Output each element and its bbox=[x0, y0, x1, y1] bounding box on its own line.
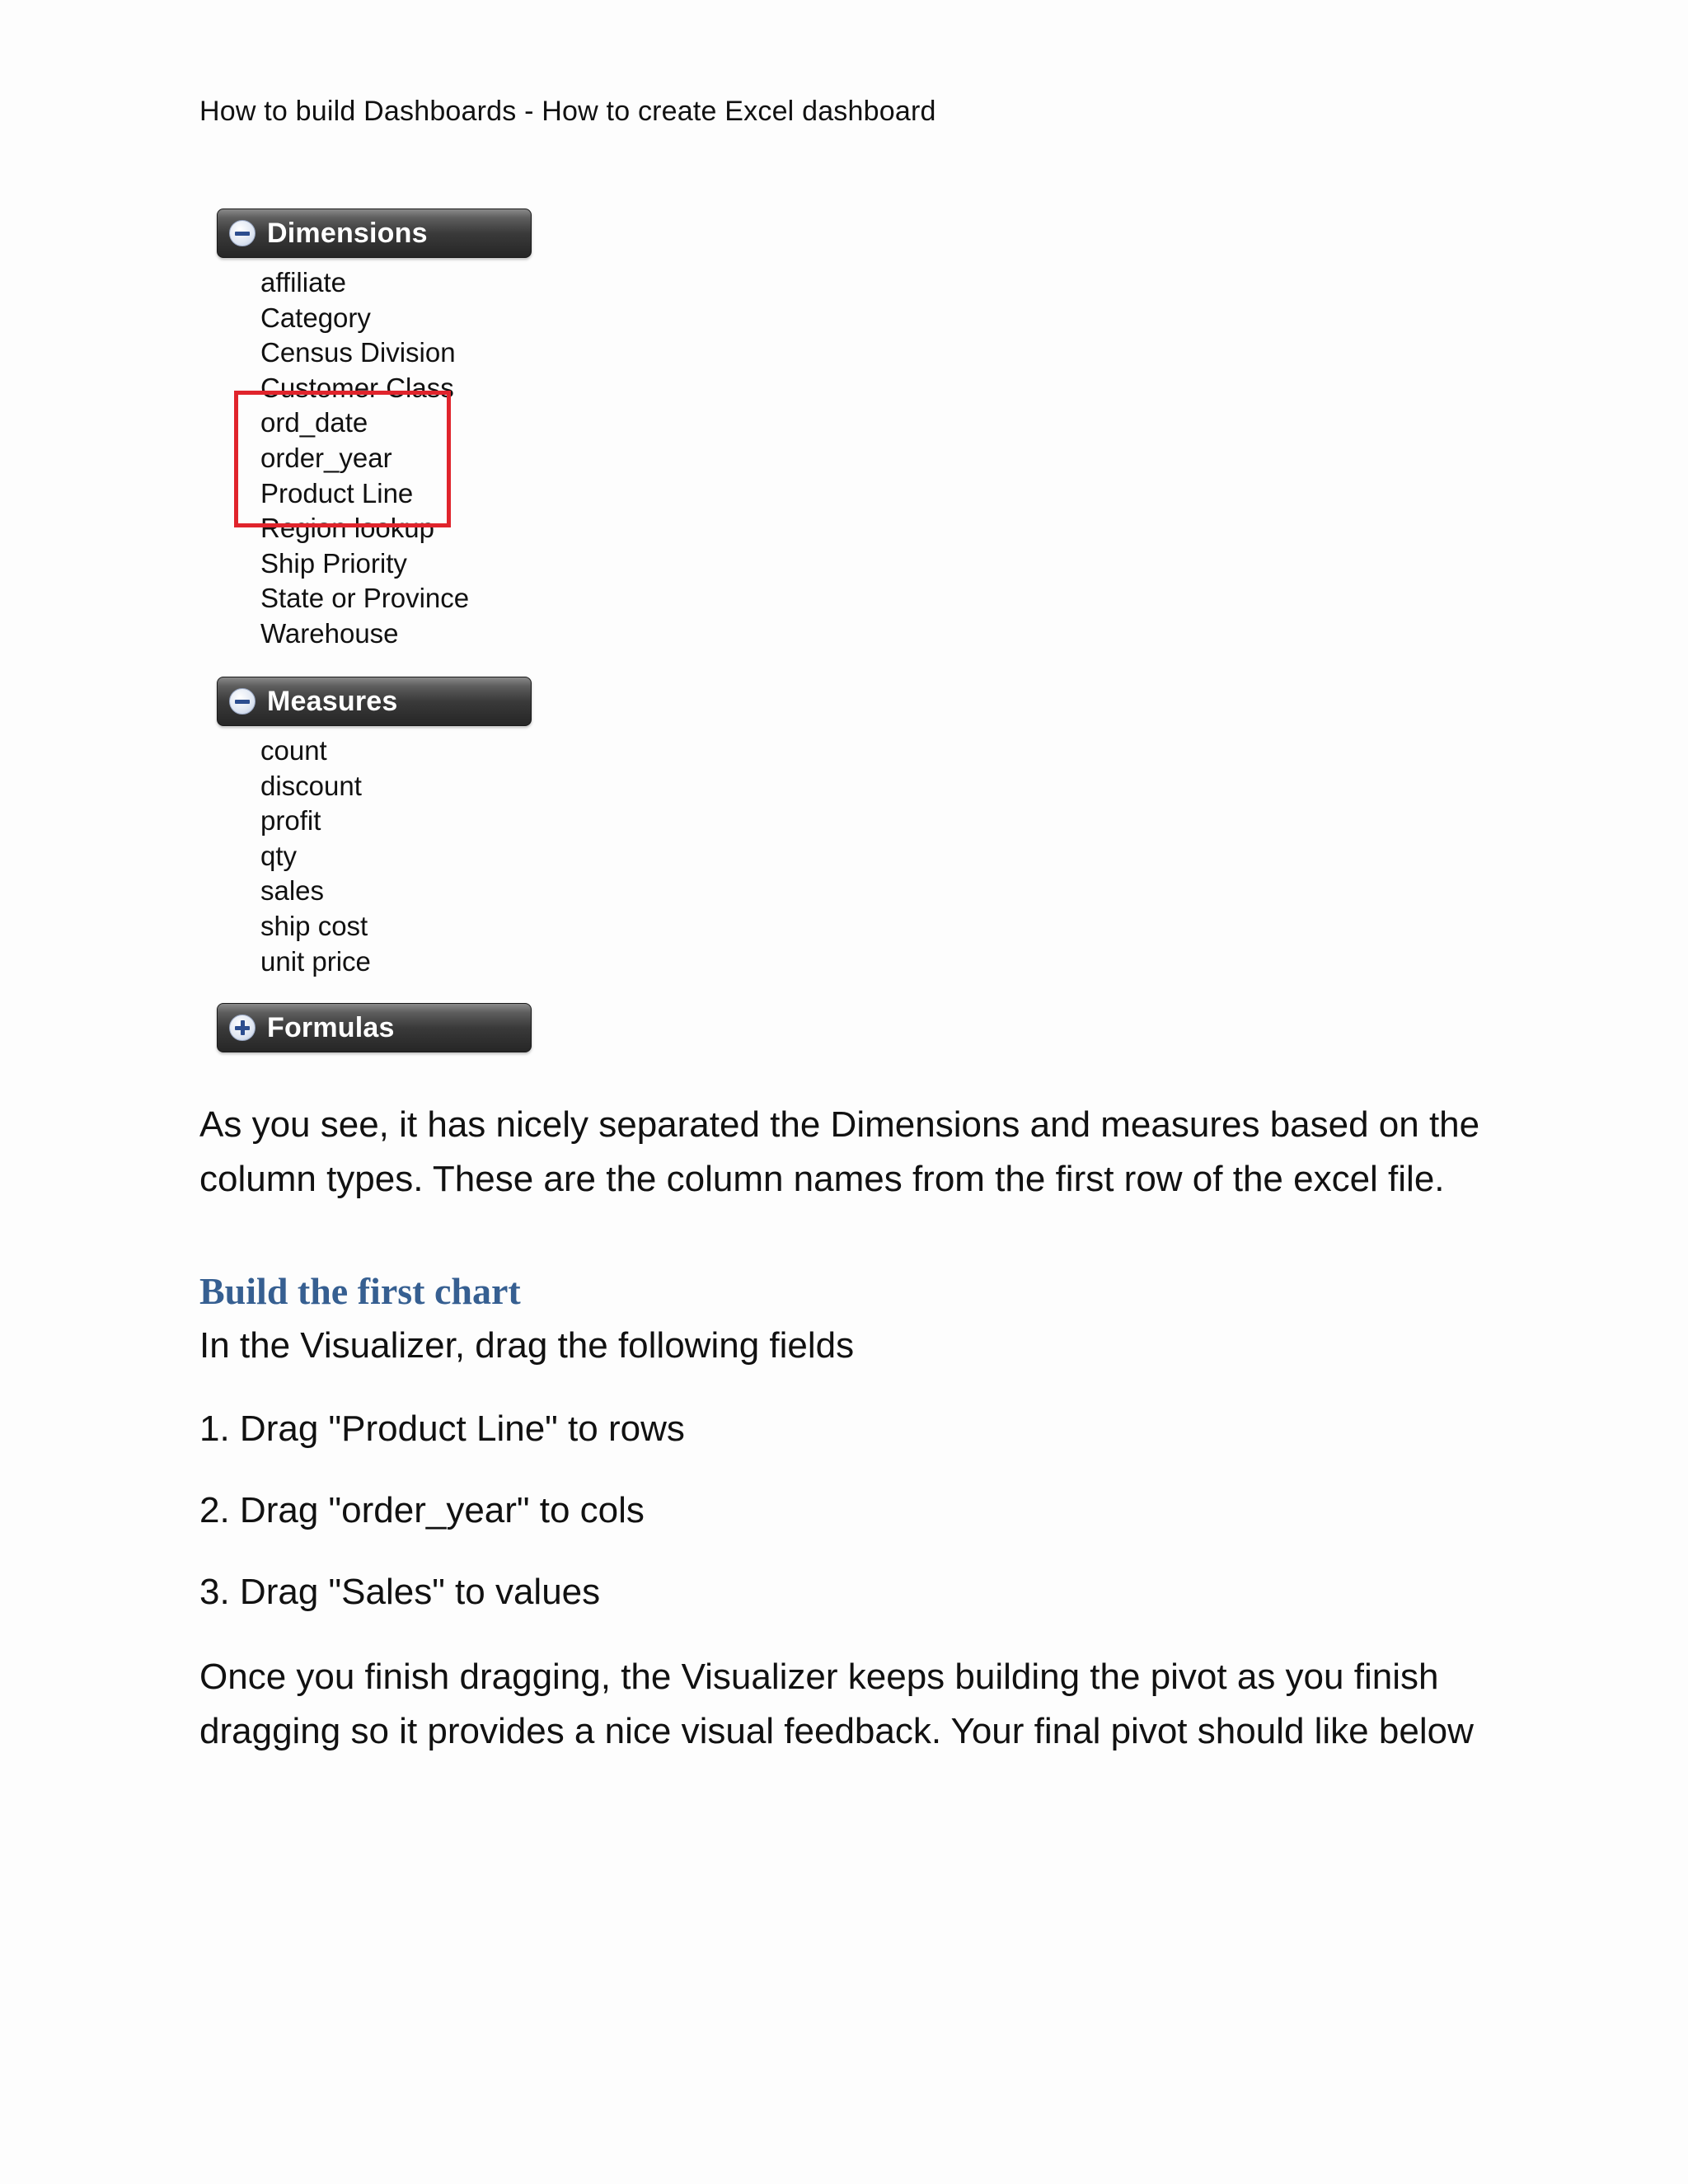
step-1: 1. Drag "Product Line" to rows bbox=[199, 1408, 685, 1449]
measures-panel-header[interactable] bbox=[217, 677, 532, 726]
dimension-item[interactable]: Category bbox=[260, 302, 371, 333]
closing-line-2: dragging so it provides a nice visual feedback. Your final pivot should like below bbox=[199, 1711, 1474, 1751]
measure-item[interactable]: qty bbox=[260, 840, 298, 871]
formulas-panel-header[interactable] bbox=[217, 1003, 532, 1052]
step-3: 3. Drag "Sales" to values bbox=[199, 1572, 601, 1612]
plus-circle-icon[interactable] bbox=[229, 1015, 256, 1041]
dimension-item[interactable]: Ship Priority bbox=[260, 547, 407, 579]
dimension-item[interactable]: Census Division bbox=[260, 337, 456, 368]
measure-item[interactable]: count bbox=[260, 735, 327, 766]
dimension-item[interactable]: Region lookup bbox=[260, 513, 434, 544]
dimension-item[interactable]: State or Province bbox=[260, 583, 470, 614]
dimension-item[interactable]: Product Line bbox=[260, 477, 414, 509]
closing-line-1: Once you finish dragging, the Visualizer keeps building the pivot as you finish bbox=[199, 1657, 1439, 1697]
section-heading: Build the first chart bbox=[199, 1270, 521, 1312]
dimension-item[interactable]: Warehouse bbox=[260, 617, 399, 649]
measures-label: Measures bbox=[267, 685, 398, 717]
minus-circle-icon[interactable] bbox=[229, 220, 256, 246]
highlight-box bbox=[234, 391, 451, 527]
formulas-label: Formulas bbox=[267, 1011, 395, 1043]
intro-line-1: As you see, it has nicely separated the Dimensions and measures based on the bbox=[199, 1104, 1480, 1145]
step-2: 2. Drag "order_year" to cols bbox=[199, 1490, 645, 1530]
measure-item[interactable]: ship cost bbox=[260, 910, 368, 941]
minus-circle-icon[interactable] bbox=[229, 688, 256, 715]
dimensions-panel-header[interactable] bbox=[217, 209, 532, 258]
measure-item[interactable]: unit price bbox=[260, 945, 371, 977]
page-header: How to build Dashboards - How to create Excel dashboard bbox=[199, 96, 936, 127]
intro-line-2: column types. These are the column names from the first row of the excel file. bbox=[199, 1159, 1445, 1199]
intro-paragraph bbox=[199, 1098, 1485, 1207]
dimension-item[interactable]: order_year bbox=[260, 442, 392, 473]
closing-paragraph bbox=[199, 1650, 1485, 1759]
dimension-item[interactable]: Customer Class bbox=[260, 372, 454, 403]
measures-list bbox=[260, 733, 371, 979]
measure-item[interactable]: profit bbox=[260, 805, 321, 837]
measure-item[interactable]: discount bbox=[260, 770, 362, 801]
instruction-text: In the Visualizer, drag the following fields bbox=[199, 1325, 855, 1366]
dimension-item[interactable]: affiliate bbox=[260, 267, 346, 298]
measure-item[interactable]: sales bbox=[260, 875, 325, 907]
dimensions-label: Dimensions bbox=[267, 217, 428, 249]
dimension-item[interactable]: ord_date bbox=[260, 407, 368, 438]
